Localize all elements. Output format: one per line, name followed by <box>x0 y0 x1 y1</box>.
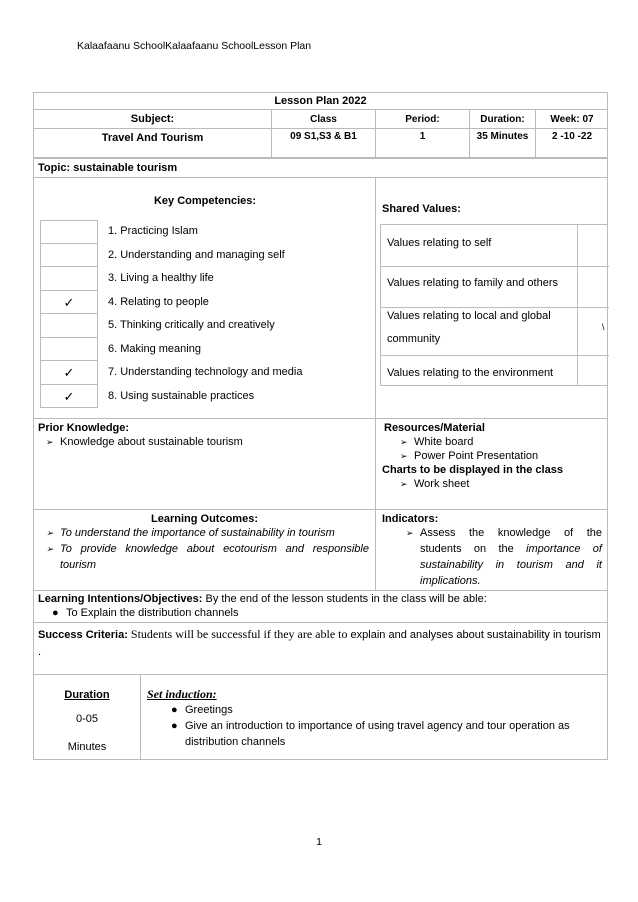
check-icon: ✓ <box>63 294 75 310</box>
competency-check-box <box>40 338 98 362</box>
check-icon: ✓ <box>63 365 75 380</box>
class-label: Class <box>272 110 376 130</box>
stray-mark: \ <box>602 322 605 332</box>
learning-outcome-item: ➢ To provide knowledge about ecotourism and responsible tourism <box>46 543 369 571</box>
shared-value-community: community <box>387 333 441 345</box>
induction-item: ● Greetings <box>171 704 233 716</box>
success-criteria-row <box>33 622 608 675</box>
arrow-bullet-icon: ➢ <box>400 479 408 489</box>
resources-panel <box>376 419 608 509</box>
prior-knowledge-row <box>33 418 608 510</box>
week-label: Week: 07 <box>550 114 594 125</box>
topic-row <box>33 158 608 178</box>
duration-label: Duration: <box>470 110 536 130</box>
topic: Topic: sustainable tourism <box>38 162 178 174</box>
week-value: 2 -10 -22 <box>551 131 593 142</box>
resource-item: ➢ Power Point Presentation <box>400 450 539 462</box>
period-label: Period: <box>376 110 470 130</box>
duration-heading: Duration <box>64 689 110 701</box>
dot-bullet-icon: ● <box>171 704 178 716</box>
subject-value: Travel And Tourism <box>34 129 272 157</box>
page-header: Kalaafaanu SchoolKalaafaanu SchoolLesson Plan <box>77 40 312 52</box>
induction-content-panel <box>141 675 608 759</box>
indicators-panel <box>376 510 608 590</box>
charts-title: Charts to be displayed in the class <box>382 464 563 476</box>
lesson-plan-title-row <box>33 92 608 110</box>
shared-value-local-global: Values relating to local and global <box>387 310 551 322</box>
arrow-bullet-icon: ➢ <box>46 544 54 554</box>
resources-title: Resources/Material <box>384 422 485 434</box>
period-value: 1 <box>376 129 470 157</box>
class-value: 09 S1,S3 & B1 <box>272 129 376 157</box>
competency-check-box <box>40 267 98 291</box>
key-competencies-title: Key Competencies: <box>153 195 257 207</box>
shared-values-title: Shared Values: <box>382 203 461 215</box>
competencies-section <box>33 177 608 419</box>
duration-range: 0-05 <box>75 713 99 725</box>
resource-item: ➢ White board <box>400 436 474 448</box>
arrow-bullet-icon: ➢ <box>46 437 54 447</box>
learning-intentions-row <box>33 590 608 623</box>
shared-values-panel <box>376 178 608 418</box>
prior-knowledge-item: ➢ Knowledge about sustainable tourism <box>46 436 243 448</box>
chart-item: ➢ Work sheet <box>400 478 470 490</box>
competency-check-box <box>40 220 98 244</box>
prior-knowledge-title: Prior Knowledge: <box>38 422 130 434</box>
competency-item: 8. Using sustainable practices <box>108 389 255 402</box>
arrow-bullet-icon: ➢ <box>400 451 408 461</box>
competency-item: 1. Practicing Islam <box>108 225 198 237</box>
competency-check-box <box>40 361 98 385</box>
dot-bullet-icon: ● <box>171 720 178 732</box>
learning-intentions-item: ● To Explain the distribution channels <box>52 607 239 619</box>
competency-check-box <box>40 314 98 338</box>
arrow-bullet-icon: ➢ <box>406 528 414 538</box>
learning-outcomes-row <box>33 509 608 591</box>
shared-value-environment: Values relating to the environment <box>387 367 554 379</box>
lesson-plan-title: Lesson Plan 2022 <box>274 95 367 107</box>
page-number: 1 <box>316 836 322 848</box>
competency-item: 2. Understanding and managing self <box>108 248 285 261</box>
set-induction-row <box>33 674 608 760</box>
competency-item: 3. Living a healthy life <box>108 272 214 284</box>
induction-duration-panel <box>34 675 141 759</box>
arrow-bullet-icon: ➢ <box>46 528 54 538</box>
check-icon: ✓ <box>63 388 75 404</box>
arrow-bullet-icon: ➢ <box>400 437 408 447</box>
dot-bullet-icon: ● <box>52 607 59 619</box>
indicators-title: Indicators: <box>382 513 439 525</box>
indicator-item: ➢ Assess the knowledge of the students on the importance of sustainability in tourism and it implications. <box>406 527 602 587</box>
induction-item: ● Give an introduction to importance of using travel agency and tour operation as distribution channels <box>171 720 570 748</box>
info-label-row <box>33 109 608 129</box>
competency-item: 6. Making meaning <box>108 342 201 355</box>
shared-value-self: Values relating to self <box>387 237 492 249</box>
learning-intentions: Learning Intentions/Objectives: By the end of the lesson students in the class will be able: <box>38 593 487 605</box>
competency-check-box <box>40 244 98 268</box>
shared-values-box <box>380 224 608 386</box>
key-competencies-panel <box>34 178 376 418</box>
info-value-row <box>33 128 608 158</box>
prior-knowledge-panel <box>34 419 376 509</box>
competency-item: 5. Thinking critically and creatively <box>108 319 275 331</box>
learning-outcomes-title: Learning Outcomes: <box>151 513 258 525</box>
subject-label: Subject: <box>34 110 272 130</box>
duration-unit: Minutes <box>67 741 107 753</box>
learning-outcome-item: ➢ To understand the importance of sustainability in tourism <box>46 527 335 539</box>
competency-check-box <box>40 385 98 409</box>
competency-check-box <box>40 291 98 315</box>
competency-item: 7. Understanding technology and media <box>108 366 303 378</box>
learning-outcomes-panel <box>34 510 376 590</box>
set-induction-title: Set induction: <box>147 687 217 701</box>
shared-value-family: Values relating to family and others <box>387 277 558 289</box>
duration-value: 35 Minutes <box>470 129 536 157</box>
success-criteria: Success Criteria: Students will be successful if they are able to explain and analyses about sustainability in tourism . <box>38 627 601 658</box>
competency-item: 4. Relating to people <box>108 295 209 308</box>
